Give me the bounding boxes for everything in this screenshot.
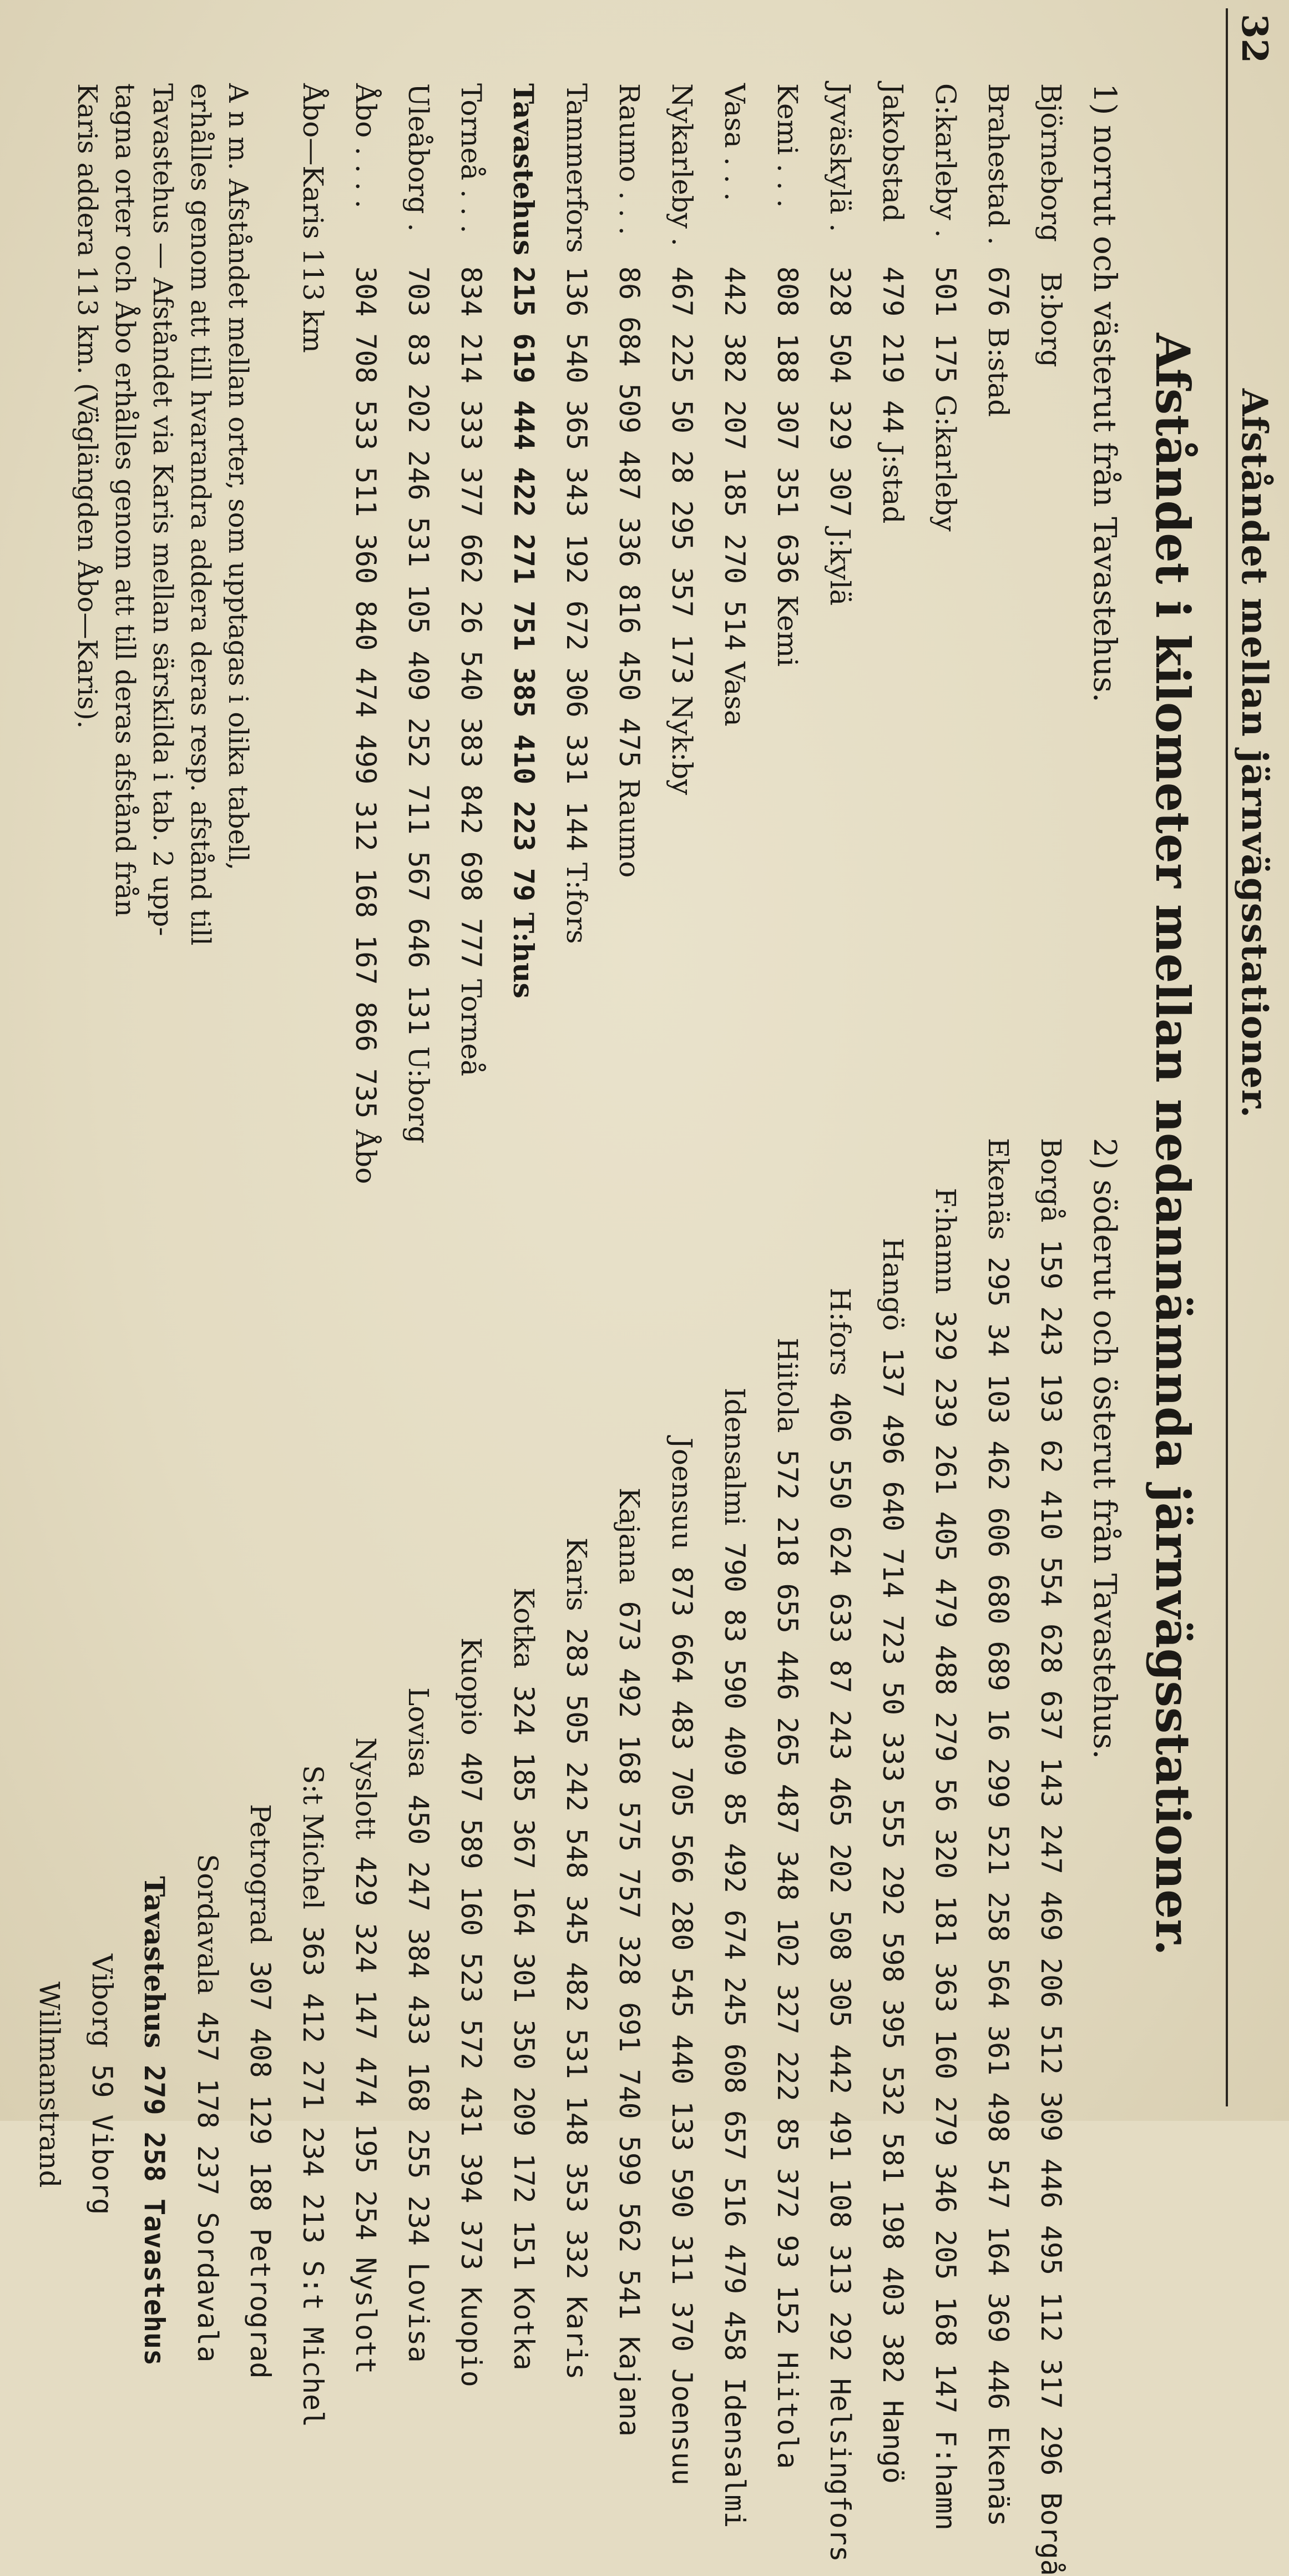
row-values: 215 619 444 422 271 751 385 410 223 79: [508, 266, 540, 901]
diagonal-label: G:karleby: [929, 395, 962, 532]
diagonal-label: U:borg: [402, 1046, 434, 1144]
station-name: Vasa . . .: [719, 83, 751, 201]
row-values: 159 243 193 62 410 554 628 637 143 247 469 206 512 309 446 495 112 317 296 Borgå: [1035, 1239, 1067, 2576]
table-row: [1035, 1138, 1067, 2576]
station-name: Björneborg: [1035, 83, 1067, 243]
station-name: Åbo—Karis 113 km: [297, 83, 329, 353]
table-row: [350, 1737, 382, 2374]
station-name: Kajana: [613, 1488, 645, 1585]
station-name: Kuopio: [455, 1637, 487, 1736]
row-values: 324 185 367 164 301 350 209 172 151 Kotka: [508, 1685, 540, 2371]
table-row: [455, 1637, 487, 2387]
diagonal-label: Raumo: [613, 779, 645, 878]
table-row: [982, 1138, 1014, 2527]
station-name: Tammerfors: [560, 83, 593, 253]
station-name: Petrograd: [244, 1804, 276, 1944]
diagonal-label: B:stad: [982, 327, 1014, 417]
station-name: Lovisa: [402, 1687, 434, 1778]
row-values: 304 708 533 511 360 840 474 499 312 168 167 866 735: [350, 266, 382, 1119]
row-values: 86 684 509 487 336 816 450 475: [613, 266, 645, 768]
station-name: Willmanstrand: [33, 1982, 65, 2188]
row-values: 703 83 202 246 531 105 409 252 711 567 646 131: [402, 266, 434, 1035]
row-values: 329 239 261 405 479 488 279 56 320 181 363 160 279 346 205 168 147 F:hamn: [929, 1310, 962, 2530]
main-title: Afståndet i kilometer mellan nedannämnda järnvägsstationer.: [1145, 333, 1200, 1956]
station-name: Nyslott: [350, 1737, 382, 1839]
diagonal-label: J:stad: [877, 445, 909, 524]
row-values: 283 505 242 548 345 482 531 148 353 332 Karis: [560, 1627, 593, 2380]
row-values: 328 504 329 307: [824, 266, 856, 517]
header-rule: [1226, 8, 1228, 2106]
row-values: 442 382 207 185 270 514: [719, 266, 751, 651]
station-name: Viborg: [86, 1954, 118, 2048]
station-name: H:fors: [824, 1288, 856, 1376]
station-name: Borgå: [1035, 1138, 1067, 1223]
table-row: [297, 1765, 329, 2427]
station-name: Hangö: [877, 1238, 909, 1331]
table-row: [560, 1537, 593, 2380]
station-name: Kemi . . .: [771, 83, 803, 208]
station-name: Åbo . . . .: [350, 83, 382, 209]
row-values: 873 664 483 705 566 280 545 440 133 590 311 370 Joensuu: [666, 1566, 698, 2486]
station-name: G:karleby .: [929, 83, 962, 238]
row-values: 406 550 624 633 87 243 465 202 508 305 442 491 108 313 292 Helsingfors: [824, 1392, 856, 2562]
station-name: Kotka: [508, 1587, 540, 1669]
row-values: 676: [982, 266, 1014, 317]
running-title: Afståndet mellan järnvägsstationer.: [1234, 389, 1275, 1118]
table-row: [86, 1954, 118, 2215]
row-values: 295 34 103 462 606 680 689 16 299 521 258 564 361 498 547 164 369 446 Ekenäs: [982, 1257, 1014, 2527]
table-row: [824, 1288, 856, 2562]
diagonal-label: Åbo: [350, 1130, 382, 1184]
footnote-line: Karis addera 113 km. (Väglängden Åbo—Karis).: [72, 83, 103, 729]
row-values: 808 188 307 351 636: [771, 266, 803, 584]
diagonal-label: B:borg: [1035, 272, 1067, 367]
station-name: Brahestad .: [982, 83, 1014, 245]
station-name: Torneå . . .: [455, 83, 487, 234]
row-values: 137 496 640 714 723 50 333 555 292 598 395 532 581 198 403 382 Hangö: [877, 1347, 909, 2484]
table-row: [508, 1587, 540, 2371]
station-name: S:t Michel: [297, 1765, 329, 1910]
station-name: Tavastehus .: [507, 83, 540, 275]
station-name: Jakobstad: [877, 83, 909, 222]
table-row: [877, 1238, 909, 2484]
distance-table-north-west: [262, 83, 1067, 1184]
station-name: Ekenäs: [982, 1138, 1014, 1241]
footnote: [68, 83, 257, 1027]
row-values: 407 589 160 523 572 431 394 373 Kuopio: [455, 1752, 487, 2387]
table-row: [138, 1876, 171, 2366]
footnote-line: Tavastehus — Afståndet via Karis mellan särskilda i tab. 2 upp-: [147, 83, 178, 936]
section-2-title: 2) söderut och österut från Tavastehus.: [1086, 1138, 1123, 1760]
row-values: 572 218 655 446 265 487 348 102 327 222 85 372 93 152 Hiitola: [771, 1449, 803, 2469]
station-name: Idensalmi: [719, 1388, 751, 1526]
diagonal-label: Vasa: [719, 662, 751, 727]
diagonal-label: T:fors: [560, 863, 593, 944]
row-values: 363 412 271 234 213 S:t Michel: [297, 1926, 329, 2428]
table-row: [402, 1687, 434, 2363]
table-row: [613, 1488, 645, 2437]
section-1-title: 1) norrut och västerut från Tavastehus.: [1086, 83, 1123, 703]
row-values: 307 408 129 188 Petrograd: [244, 1960, 276, 2379]
table-row: [719, 1388, 751, 2528]
table-row: [191, 1854, 224, 2362]
row-values: 279 258 Tavastehus: [138, 2065, 170, 2366]
station-name: Hiitola: [771, 1338, 803, 1433]
footnote-line: tagna orter och Åbo erhålles genom att till deras afstånd från: [109, 83, 140, 917]
diagonal-label: Kemi: [771, 595, 803, 667]
diagonal-label: Nyk:by: [666, 695, 698, 795]
row-values: 501 175: [929, 266, 962, 384]
row-values: 790 83 590 409 85 492 674 245 608 657 516 479 458 Idensalmi: [719, 1542, 751, 2528]
station-name: Raumo . . .: [613, 83, 645, 235]
row-values: 429 324 147 474 195 254 Nyslott: [350, 1856, 382, 2375]
table-row: [244, 1804, 276, 2379]
table-row: [666, 1438, 698, 2486]
station-name: Sordavala: [191, 1854, 224, 1995]
station-name: Joensuu: [666, 1438, 698, 1550]
footnote-line: erhålles genom att till hvarandra addera deras resp. afstånd till: [185, 83, 216, 946]
station-name: Tavastehus: [138, 1876, 171, 2049]
table-row: [771, 1338, 803, 2469]
diagonal-label: Torneå: [455, 979, 487, 1077]
row-values: 457 178 237 Sordavala: [191, 2012, 224, 2363]
footnote-line: A n m. Afståndet mellan orter, som upptagas i olika tabell,: [223, 83, 254, 870]
row-values: 450 247 384 433 168 255 234 Lovisa: [402, 1794, 434, 2363]
row-values: 136 540 365 343 192 672 306 331 144: [560, 266, 593, 851]
row-values: 834 214 333 377 662 26 540 383 842 698 777: [455, 266, 487, 969]
station-name: F:hamn: [929, 1188, 962, 1294]
diagonal-label: T:hus: [507, 913, 540, 999]
station-name: Uleåborg .: [402, 83, 434, 232]
diagonal-label: J:kylä: [824, 528, 856, 606]
row-values: 467 225 50 28 295 357 173: [666, 266, 698, 684]
station-name: Jyväskylä .: [824, 83, 856, 233]
distance-table-south-east: [13, 1138, 1067, 2576]
row-values: 673 492 168 575 757 328 691 740 599 562 541 Kajana: [613, 1601, 645, 2437]
row-values: 479 219 44: [877, 266, 909, 434]
station-name: Karis: [560, 1537, 593, 1611]
table-row: [929, 1188, 962, 2530]
page-number: 32: [1234, 14, 1275, 64]
row-values: 59 Viborg: [86, 2064, 118, 2215]
table-row: [33, 1982, 65, 2188]
station-name: Nykarleby .: [666, 83, 698, 246]
